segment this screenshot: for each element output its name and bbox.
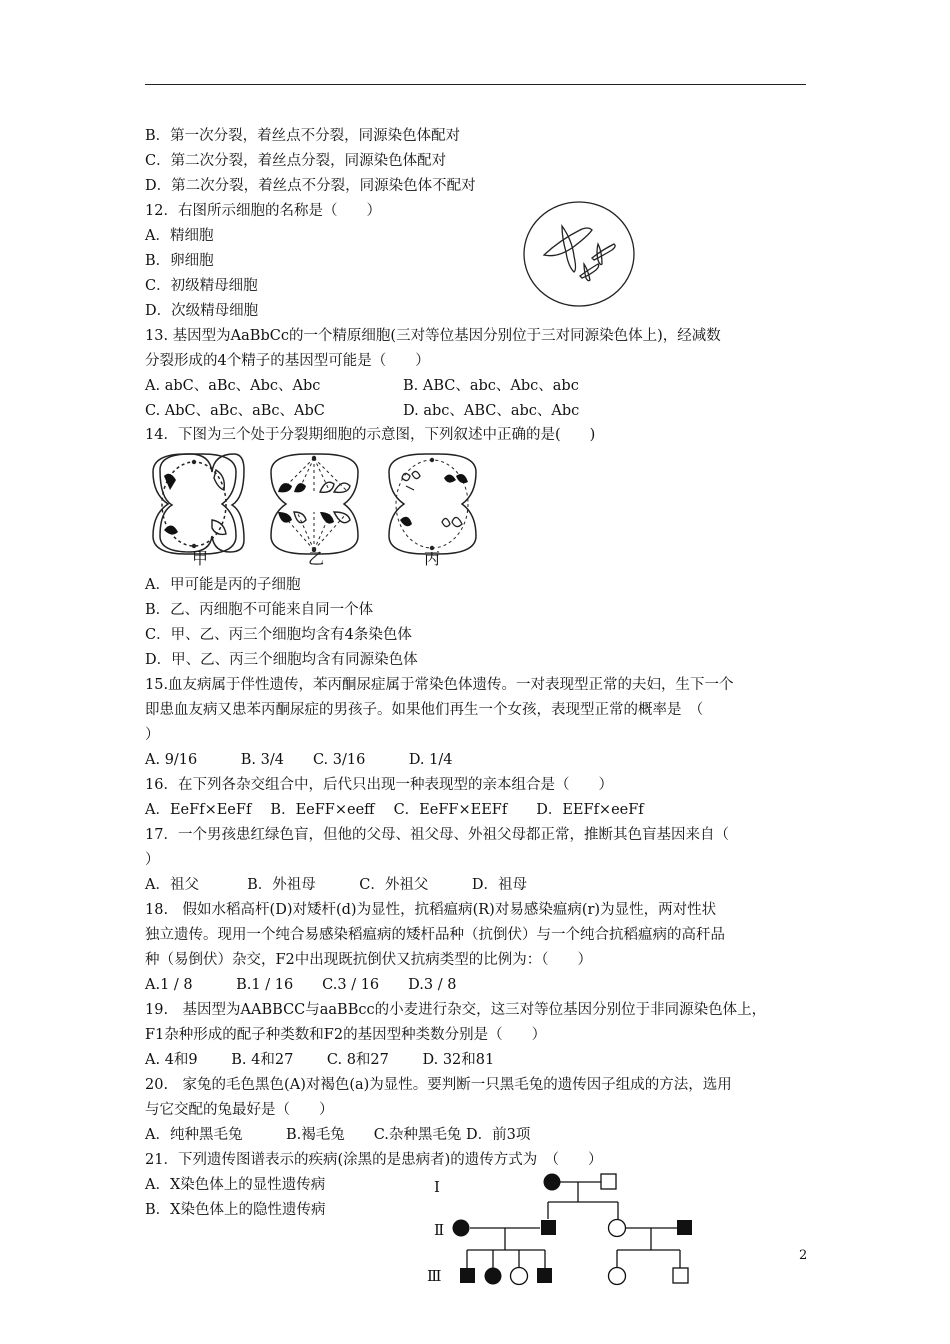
q14-option-d: D．甲、乙、丙三个细胞均含有同源染色体: [145, 652, 418, 668]
pedigree-ii4-affected-male: [677, 1220, 692, 1235]
q18-stem-line3: 种（易倒伏）杂交，F2中出现既抗倒伏又抗病类型的比例为：（ ）: [145, 952, 593, 968]
q17-stem-line2: ）: [145, 852, 160, 868]
pedigree-ii2-affected-male: [541, 1220, 556, 1235]
q20-stem-line2: 与它交配的兔最好是（ ）: [145, 1102, 334, 1118]
pedigree-gen-3: Ⅲ: [427, 1267, 442, 1285]
q18-stem-line1: 18. 假如水稻高杆(D)对矮杆(d)为显性，抗稻瘟病(R)对易感染瘟病(r)为显性，两对性状: [145, 902, 717, 918]
q20-stem-line1: 20. 家兔的毛色黑色(A)对褐色(a)为显性。要判断一只黑毛兔的遗传因子组成的方法，选用: [145, 1077, 732, 1093]
q11-option-b: B．第一次分裂，着丝点不分裂，同源染色体配对: [145, 128, 461, 144]
q14-stem: 14．下图为三个处于分裂期细胞的示意图，下列叙述中正确的是( ): [145, 427, 596, 443]
pedigree-iii2-affected-female: [485, 1268, 502, 1285]
pedigree-ii3-normal-female: [609, 1220, 626, 1237]
q11-option-d: D．第二次分裂，着丝点不分裂，同源染色体不配对: [145, 178, 476, 194]
q11-option-c: C．第二次分裂，着丝点分裂，同源染色体配对: [145, 153, 447, 169]
q15-stem-line3: ）: [145, 727, 160, 743]
q19-stem-line1: 19. 基因型为AABBCC与aaBBcc的小麦进行杂交，这三对等位基因分别位于非同源染色体上，: [145, 1002, 767, 1018]
q20-options: A．纯种黑毛兔 B.褐毛兔 C.杂种黑毛兔 D．前3项: [145, 1127, 531, 1143]
pedigree-gen-2: Ⅱ: [434, 1221, 445, 1239]
q13-stem-line1: 13. 基因型为AaBbCc的一个精原细胞(三对等位基因分别位于三对同源染色体上)，经减数: [145, 328, 721, 344]
q13-option-b: B. ABC、abc、Abc、abc: [403, 378, 579, 394]
q13-option-d: D. abc、ABC、abc、Abc: [403, 403, 580, 419]
pedigree-iii6-normal-male: [673, 1268, 688, 1283]
cell-label-jia: 甲: [192, 549, 209, 568]
q21-option-b: B．X染色体上的隐性遗传病: [145, 1202, 326, 1218]
pedigree-iii1-affected-male: [460, 1268, 475, 1283]
header-rule: [145, 84, 806, 85]
q13-option-c: C. AbC、aBc、aBc、AbC: [145, 403, 325, 419]
q15-options: A. 9/16 B. 3/4 C. 3/16 D. 1/4: [145, 752, 453, 768]
q14-option-a: A．甲可能是丙的子细胞: [145, 577, 301, 593]
q12-option-d: D．次级精母细胞: [145, 303, 259, 319]
page-number: 2: [799, 1248, 808, 1263]
q12-option-c: C．初级精母细胞: [145, 278, 258, 294]
q15-stem-line2: 即患血友病又患苯丙酮尿症的男孩子。如果他们再生一个女孩，表现型正常的概率是 （: [145, 702, 704, 718]
q16-options: A．EeFf×EeFf B．EeFF×eeff C．EeFF×EEFf D．EEFf×eeFf: [145, 802, 644, 818]
pedigree-iii3-normal-female: [511, 1268, 528, 1285]
q14-option-b: B．乙、丙细胞不可能来自同一个体: [145, 602, 374, 618]
pedigree-gen-1: Ⅰ: [434, 1178, 440, 1196]
q18-stem-line2: 独立遗传。现用一个纯合易感染稻瘟病的矮杆品种（抗倒伏）与一个纯合抗稻瘟病的高秆品: [145, 927, 725, 943]
q21-option-a: A．X染色体上的显性遗传病: [145, 1177, 326, 1193]
q21-stem: 21．下列遗传图谱表示的疾病(涂黑的是患病者)的遗传方式为 （ ）: [145, 1152, 603, 1168]
q13-option-a: A. abC、aBc、Abc、Abc: [145, 378, 321, 394]
q19-stem-line2: F1杂种形成的配子种类数和F2的基因型种类数分别是（ ）: [145, 1027, 547, 1043]
pedigree-iii4-affected-male: [537, 1268, 552, 1283]
q12-option-a: A．精细胞: [145, 228, 214, 244]
q14-option-c: C．甲、乙、丙三个细胞均含有4条染色体: [145, 627, 412, 643]
q13-stem-line2: 分裂形成的4个精子的基因型可能是（ ）: [145, 353, 430, 369]
q17-stem-line1: 17．一个男孩患红绿色盲，但他的父母、祖父母、外祖父母都正常，推断其色盲基因来自（: [145, 827, 729, 843]
q17-options: A．祖父 B．外祖母 C．外祖父 D．祖母: [145, 877, 527, 893]
q12-cell-diagram: [522, 200, 637, 310]
pedigree-chart: [445, 1170, 705, 1286]
pedigree-iii5-normal-female: [609, 1268, 626, 1285]
q12-option-b: B．卵细胞: [145, 253, 214, 269]
q18-options: A.1 / 8 B.1 / 16 C.3 / 16 D.3 / 8: [145, 977, 457, 993]
cell-label-bing: 丙: [424, 549, 441, 568]
pedigree-i2-normal-male: [601, 1174, 616, 1189]
q15-stem-line1: 15.血友病属于伴性遗传，苯丙酮尿症属于常染色体遗传。一对表现型正常的夫妇，生下一个: [145, 677, 734, 693]
pedigree-i1-affected-female: [544, 1174, 561, 1191]
cell-jia-outline: [160, 454, 244, 552]
cell-label-yi: 乙: [308, 549, 325, 568]
q16-stem: 16．在下列各杂交组合中，后代只出现一种表现型的亲本组合是（ ）: [145, 777, 613, 793]
pedigree-ii1-affected-female: [453, 1220, 470, 1237]
q12-stem: 12．右图所示细胞的名称是（ ）: [145, 203, 381, 219]
q19-options: A. 4和9 B. 4和27 C. 8和27 D. 32和81: [145, 1052, 495, 1068]
